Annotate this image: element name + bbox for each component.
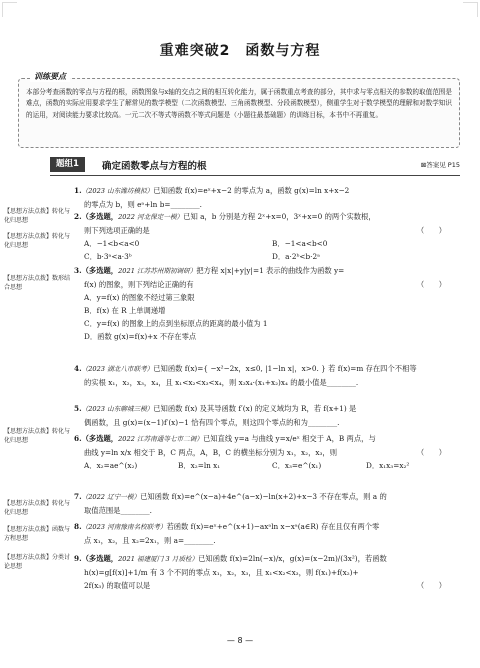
answer-slot: （ ） xyxy=(416,581,446,590)
sidebar-tag: 【思想方法点拨】转化与化归思想 xyxy=(4,208,71,224)
group-header xyxy=(50,155,460,176)
question-tag: （多选题， xyxy=(81,212,119,221)
question-text: 已知函数 f(x)=2ln(−x)/x，g(x)=(x−2m)/(3x²)，若函数 xyxy=(198,554,387,563)
question-6 xyxy=(74,432,460,472)
question-text: 偶函数，且 g(x)=(x−1)f′(x)−1 恰有四个零点，则这四个零点的和为________. xyxy=(84,418,340,427)
question-source: （2023 山东潍坊模拟） xyxy=(81,187,154,195)
option-b: B．x₂=ln x₁ xyxy=(178,461,221,470)
option-d: D．x₁x₃=x₂² xyxy=(366,461,410,470)
answer-slot: （ ） xyxy=(416,280,446,289)
option-b: B．−1<a<b<0 xyxy=(272,239,328,248)
question-tag: （多选题， xyxy=(81,554,119,563)
overview-text: 本部分考查函数的零点与方程的根，函数图象与x轴的交点之间的相互转化能力，属于函数重点考查的部分，其中求与零点相关的参数的取值范围是难点，函数的实际应用要求学生了解常见的数学模型（二次函数模型、三角函数模型、分段函数模型），侧重学生对于数学模型的理解和对数学知识的运用，对阅读能力要求比较高。一元二次不等式等函数不等式问题是（小题往最基础题）的训练目标，本书中不再重复。 xyxy=(26,88,452,119)
option-c: C．b·3ᵃ<a·3ᵇ xyxy=(84,252,132,261)
question-tag: （多选题， xyxy=(81,434,119,443)
question-number: 9. xyxy=(74,554,82,563)
page-title: 重难突破2 函数与方程 xyxy=(159,43,321,59)
overview-label: 训练要点 xyxy=(30,71,70,82)
question-text: 把方程 x|x|+y|y|=1 表示的曲线作为函数 y= xyxy=(196,266,345,275)
question-4 xyxy=(74,362,460,389)
question-text: 已知函数 f(x)=e^(x−a)+4e^(a−x)−ln(x+2)+x−3 不存在零点，则 a 的 xyxy=(140,492,387,501)
question-2 xyxy=(74,210,460,263)
question-text: 曲线 y=ln x/x 相交于 B，C 两点，A，B，C 的横坐标分别为 x₁，x₂，x₃，则 xyxy=(84,448,338,457)
group-badge: 题组1 xyxy=(50,157,85,172)
sidebar-tag: 【思想方法点拨】数形结合思想 xyxy=(4,275,71,291)
option-d: D．函数 g(x)=f(x)+x 不存在零点 xyxy=(84,332,197,341)
sidebar-tag: 【思想方法点拨】转化与化归思想 xyxy=(4,500,71,516)
answer-slot: （ ） xyxy=(416,448,446,457)
option-c: C．y=f(x) 的图象上的点到坐标原点的距离的最小值为 1 xyxy=(84,319,268,328)
question-text: 已知直线 y=a 与曲线 y=x/eˣ 相交于 A，B 两点，与 xyxy=(202,434,376,443)
question-number: 2. xyxy=(74,212,82,221)
question-number: 4. xyxy=(74,364,82,373)
question-source: 2022 江苏南通等七市二调） xyxy=(118,435,203,443)
question-1 xyxy=(74,184,460,211)
question-number: 7. xyxy=(74,492,82,501)
answer-reference: ⊠答案见 P15 xyxy=(420,161,460,169)
question-text: 点 x₁，x₂，且 x₂=2x₁，则 a=________. xyxy=(84,536,216,545)
question-text: 已知函数 f(x)={ −x²−2x，x≤0, |1−ln x|，x>0. } 若 f(x)=m 存在四个不相等 xyxy=(153,364,417,373)
question-text: h(x)=g[f(x)]+1/m 有 3 个不同的零点 x₁，x₂，x₃，且 x₁<x₂<x₃，则 f(x₁)+f(x₂)+ xyxy=(84,568,359,577)
question-text: 2f(x₃) 的取值可以是 xyxy=(84,581,151,590)
option-d: D．a·2ᵇ<b·2ᵃ xyxy=(272,252,320,261)
question-text: 的零点为 b，则 eᵃ+ln b=________. xyxy=(84,200,202,209)
sidebar-tag: 【思想方法点拨】分类讨论思想 xyxy=(4,554,71,570)
crop-mark xyxy=(2,2,17,17)
question-number: 8. xyxy=(74,522,82,531)
option-b: B．f(x) 在 R 上单调递增 xyxy=(84,306,166,315)
question-source: 2022 河北保定一模） xyxy=(118,213,184,221)
sidebar-tag: 【思想方法点拨】函数与方程思想 xyxy=(4,526,71,542)
question-text: f(x) 的图象，则下列结论正确的有 xyxy=(84,280,194,289)
question-5 xyxy=(74,402,460,429)
option-a: A．x₂=ae^(x₂) xyxy=(84,461,138,470)
question-9 xyxy=(74,552,460,592)
sidebar-tag: 【思想方法点拨】转化与化归思想 xyxy=(4,428,71,444)
question-source: （2022 辽宁一模） xyxy=(81,493,141,501)
question-tag: （多选题， xyxy=(81,266,119,275)
option-a: A．y=f(x) 的图象不经过第三象限 xyxy=(84,293,195,302)
question-text: 已知函数 f(x) 及其导函数 f′(x) 的定义域均为 R，若 f(x+1) 是 xyxy=(153,404,357,413)
question-source: 2021 江苏苏州期初调研） xyxy=(118,267,197,275)
option-a: A．−1<b<a<0 xyxy=(84,239,140,248)
question-number: 1. xyxy=(74,186,82,195)
question-source: （2023 山东聊城三模） xyxy=(81,405,154,413)
option-c: C．x₃=e^(x₁) xyxy=(272,461,322,470)
question-7 xyxy=(74,490,460,517)
page-number: — 8 — xyxy=(226,636,254,645)
question-source: （2023 河南豫南名校联考） xyxy=(81,523,167,531)
question-text: 若函数 f(x)=eˣ+e^(x+1)−axᵃln x−xᵃ(a∈R) 存在且仅有两个零 xyxy=(166,522,380,531)
question-source: （2023 湖北八市联考） xyxy=(81,365,154,373)
question-number: 3. xyxy=(74,266,82,275)
question-3 xyxy=(74,264,460,343)
group-title: 确定函数零点与方程的根 xyxy=(102,161,207,172)
question-text: 则下列选项正确的是 xyxy=(84,226,150,235)
crop-mark xyxy=(463,2,478,17)
question-text: 已知函数 f(x)=eˣ+x−2 的零点为 a，函数 g(x)=ln x+x−2 xyxy=(153,186,350,195)
question-text: 已知 a，b 分别是方程 2ˣ+x=0，3ˣ+x=0 的两个实数根， xyxy=(183,212,376,221)
question-number: 6. xyxy=(74,434,82,443)
question-number: 5. xyxy=(74,404,82,413)
sidebar-tag: 【思想方法点拨】转化与化归思想 xyxy=(4,233,71,249)
question-8 xyxy=(74,520,460,547)
question-text: 的实根 x₁，x₂，x₃，x₄，且 x₁<x₂<x₃<x₄，则 x₃x₄·(x₁+x₂)x₄ 的最小值是________. xyxy=(84,378,359,387)
answer-slot: （ ） xyxy=(416,226,446,235)
question-text: 取值范围是________. xyxy=(84,506,152,515)
question-source: 2021 福建厦门 3 月质检） xyxy=(118,555,199,563)
